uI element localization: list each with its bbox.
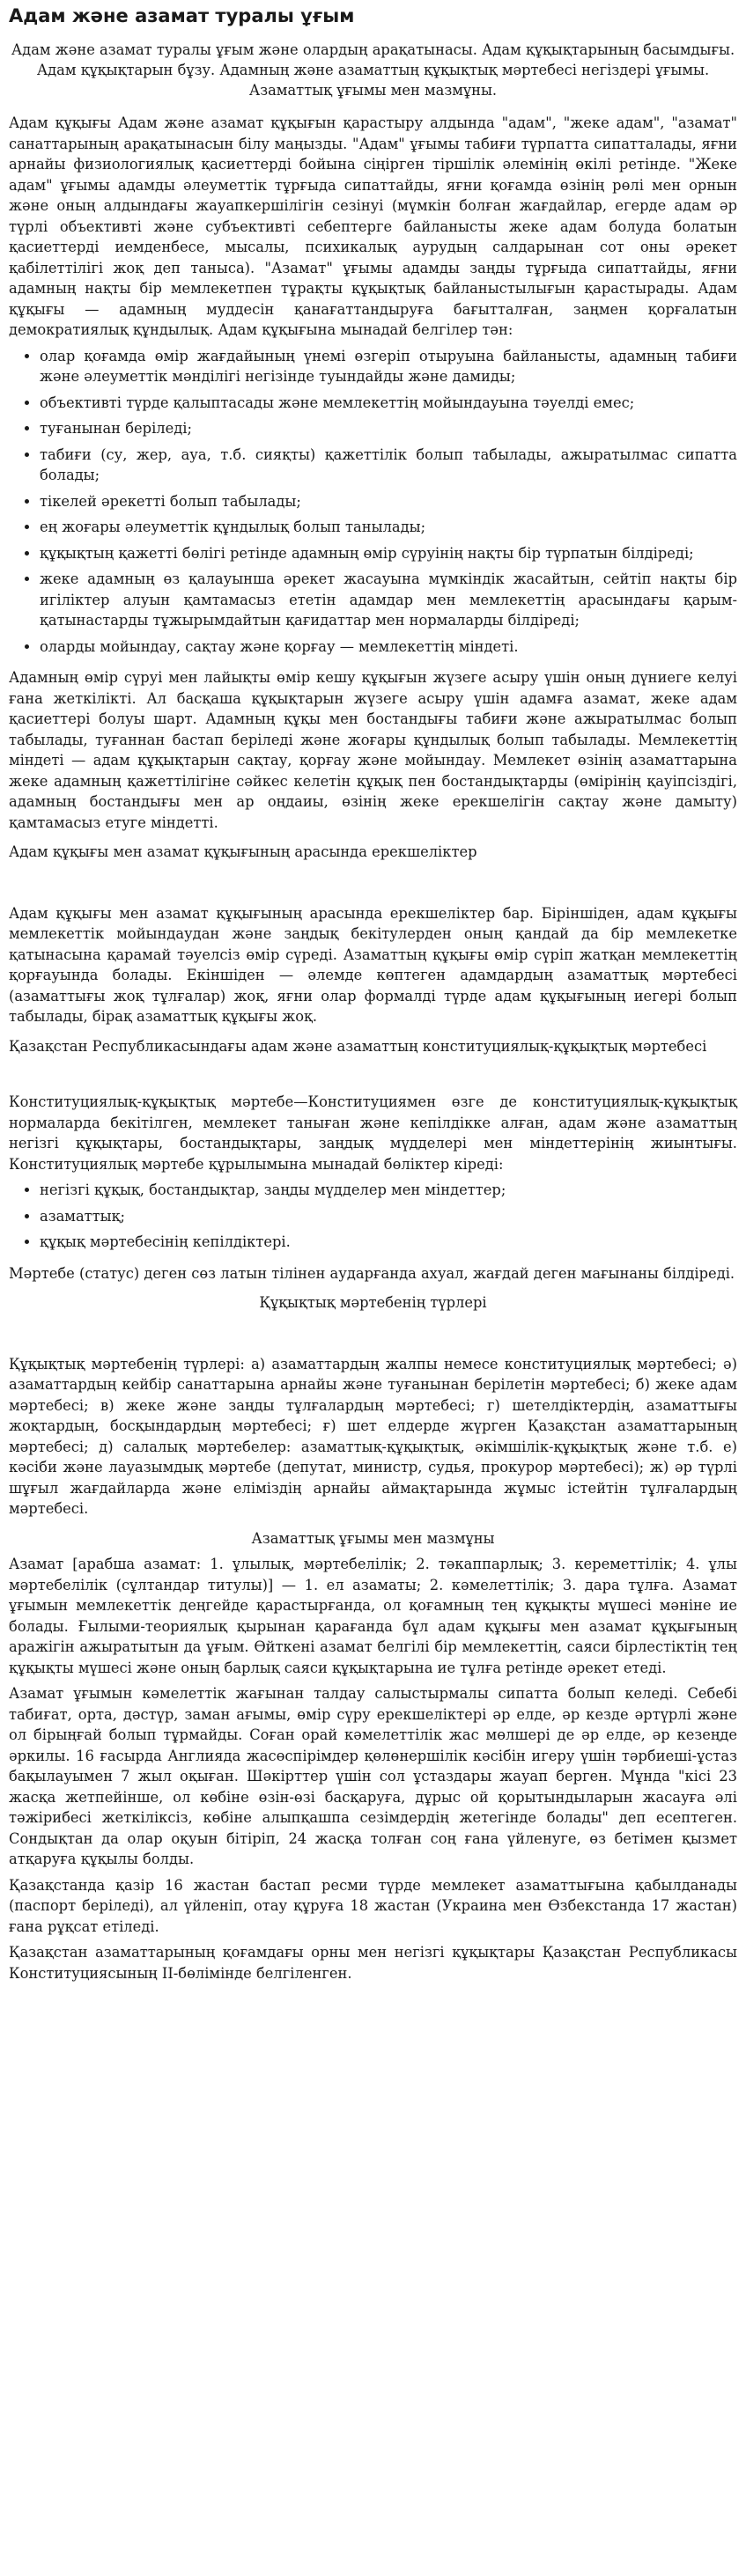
paragraph-status-meaning: Мәртебе (статус) деген сөз латын тілінен аударғанда ахуал, жағдай деген мағынаны білдіреді. [9, 1264, 735, 1282]
section-heading-differences: Адам құқығы мен азамат құқығының арасында ерекшеліктер [9, 843, 477, 861]
list-item: • туғанынан беріледі; [40, 418, 737, 439]
list-item: • объективті түрде қалыптасады және мемлекеттің мойындауына тәуелді емес; [40, 393, 737, 414]
paragraph-human-rights-intro: Адам құқығы Адам және азамат құқығын қарастыру алдында "адам", "жеке адам", "азамат" санаттарының арақатынасын білу маңызды. "Адам" ұғымы табиғи түрпатта сипатталады, яғни арнайы физиологиялық қасиеттерді бойына сіңірген тіршілік әлемінің өкілі ретінде. "Жеке адам" ұғымы адамды әлеуметтік тұрғыда сипаттайды, яғни қоғамда өзінің рөлі мен орнын және оның алдындағы жауапкершілігін сезінуі (мүмкін болған жағдайлар, егерде адам әр түрлі объективті және субъективті себептерге байланысты жеке адам болуда болатын қасиеттерді иемденбесе, мысалы, психикалық аурудың салдарынан сот оны әрекет қабілеттілігі жоқ деп таныса). "Азамат" ұғымы адамды заңды тұрғыда сипаттайды, яғни адамның нақты бір мемлекетпен тұрақты құқықтық байланыстылығын қарастырады. Адам құқығы — адамның муддесін қанағаттандыруға бағытталған, заңмен қорғалатын демократиялық құндылық. Адам құқығына мынадай белгілер тән: [9, 114, 737, 339]
list-item: • олар қоғамда өмір жағдайының үнемі өзгеріп отыруына байланысты, адамның табиғи және әлеуметтік мәнділігі негізінде туындайды және дамиды; [40, 346, 737, 387]
section-heading-status-types: Құқықтық мәртебенің түрлері [259, 1294, 487, 1312]
paragraph-status-types: Құқықтық мәртебенің түрлері: а) азаматтардың жалпы немесе конституциялық мәртебесі; ә) азаматтардың кейбір санаттарына арнайы және туғанынан берілетін мәртебесі; б) жеке адам мәртебесі; в) жеке және заңды тұлғалардың мәртебесі; г) шетелдіктердің, азаматтығы жоқтардың, босқындардың мәртебесі; ғ) шет елдерде жүрген Қазақстан азаматтарының мәртебесі; д) салалық мәртебелер: азаматтық-құқықтық, әкімшілік-құқықтық және т.б. е) кәсіби және лауазымдық мәртебе (депутат, министр, судья, прокурор мәртебесі); ж) әр түрлі шұғыл жағдайларда және еліміздің арнайы аймақтарында жұмыс істейтін тұлғалардың мәртебесі. [9, 1355, 737, 1518]
list-item: • құқық мәртебесінің кепілдіктері. [40, 1232, 737, 1253]
paragraph-differences: Адам құқығы мен азамат құқығының арасында ерекшеліктер бар. Біріншіден, адам құқығы мемлекеттік мойындаудан және заңдық бекітулерден оның қандай да бір мемлекетке қатынасына қарамай тәуелсіз өмір сүреді. Азаматтың құқығы өмір сүріп жатқан мемлекеттің қорғауында болады. Екіншіден — әлемде көптеген адамдардың азаматтық мәртебесі (азаматтығы жоқ тұлғалар) жоқ, яғни олар формалді түрде адам құқығының иегері болып табылады, бірақ азаматтық құқығы жоқ. [9, 904, 737, 1026]
paragraph-maturity: Азамат ұғымын кәмелеттік жағынан талдау салыстырмалы сипатта болып келеді. Себебі табиғат, орта, дәстүр, заман ағымы, өмір сүру ерекшеліктері әр елде, әр кезде әртүрлі және ол бірыңғай болып тұрмайды. Соған орай кәмелеттілік жас мөлшері де әр елде, әр кезеңде әркилы. 16 ғасырда Англияда жасөспірімдер қөлөнершілік кәсібін игеру үшін тәрбиеші-ұстаз бақылауымен 7 жыл оқыған. Шәкірттер үшін сол ұстаздары жауап берген. Мұнда "кісі 23 жасқа жетпейінше, ол көбіне өзін-өзі басқаруға, дұрыс ой қорытындыларын жасауға әлі тәжірибесі жеткіліксіз, көбіне алыпқашпа сезімдердің жетегінде болады" деп есептеген. Сондықтан да олар оқуын бітіріп, 24 жасқа толған соң ғана үйленуге, өз бетімен қызмет атқаруға құқылы болды. [9, 1685, 737, 1868]
human-rights-features-list [9, 346, 737, 658]
document-subtitle: Адам және азамат туралы ұғым және олардың арақатынасы. Адам құқықтарының басымдығы. Адам құқықтарын бұзу. Адамның және азаматтың құқықтық мәртебесі негіздері ұғымы. Азаматтық ұғымы мен мазмұны. [11, 41, 735, 99]
list-item: • ең жоғары әлеуметтік құндылық болып танылады; [40, 517, 737, 538]
section-heading-citizenship: Азаматтық ұғымы мен мазмұны [251, 1529, 495, 1547]
list-item: • негізгі құқық, бостандықтар, заңды мүдделер мен міндеттер; [40, 1180, 737, 1201]
paragraph-citizen-definition: Азамат [арабша азамат: 1. ұлылық, мәртебелілік; 2. тәкаппарлық; 3. кереметтілік; 4. ұлы мәртебелілік (сұлтандар титулы)] — 1. ел азаматы; 2. кәмелеттілік; 3. дара тұлға. Азамат ұғымын мемлекеттік деңгейде қарастырғанда, ол қоғамның тең құқықты мүшесі мәніне ие болады. Ғылыми-теориялық қырынан қарағанда бұл адам құқығы мен азамат құқығының аражігін ажыратытын да ұғым. Өйткені азамат белгілі бір мемлекеттің, саяси бірлестіктің тең құқықты мүшесі және оның барлық саяси құқықтарына ие тұлға ретінде әрекет етеді. [9, 1556, 737, 1676]
list-item: • тікелей әрекетті болып табылады; [40, 491, 737, 512]
list-item: • табиғи (су, жер, ауа, т.б. сияқты) қажеттілік болып табылады, ажыратылмас сипатта болады; [40, 445, 737, 486]
paragraph-constitutional-status: Конституциялық-құқықтық мәртебе—Конституциямен өзге де конституциялық-құқықтық нормаларда бекітілген, мемлекет таныған және кепілдікке алған, адам және азаматтың негізгі құқықтары, бостандықтары, заңдық мүдделері мен міндеттерінің жиынтығы. Конституциялық мәртебе құрылымына мынадай бөліктер кіреді: [9, 1093, 737, 1173]
page-title: Адам және азамат туралы ұғым [9, 5, 355, 26]
paragraph-life-rights: Адамның өмір сүруі мен лайықты өмір кешу құқығын жүзеге асыру үшін оның дүниеге келуі ғана жеткілікті. Ал басқаша құқықтарын жүзеге асыру үшін адамға азамат, жеке адам қасиеттері болуы шарт. Адамның құқы мен бостандығы табиғи және ажыратылмас болып табылады, туғаннан бастап беріледі және жоғары құндылық болып табылады. Мемлекеттің міндеті — адам құқықтарын сақтау, қорғау және мойындау. Мемлекет өзінің азаматтарына жеке адамның қажеттілігіне сәйкес келетін құқық пен бостандықтарды (өмірінің қауіпсіздігі, адамның бостандығы мен ар оңдаиы, өзінің жеке ерекшелігін сақтау және дамыту) қамтамасыз етуге міндетті. [9, 669, 737, 831]
paragraph-kazakhstan-age: Қазақстанда қазір 16 жастан бастап ресми түрде мемлекет азаматтығына қабылданады (паспорт беріледі), ал үйленіп, отау құруға 18 жастан (Украина мен Өзбекстанда 17 жастан) ғана рұқсат етіледі. [9, 1876, 737, 1935]
list-item: • жеке адамның өз қалауынша әрекет жасауына мүмкіндік жасайтын, сейтіп нақты бір игіліктер алуын қамтамасыз ететін адамдар мен мемлекеттің арасындағы қарым-қатынастарды тұжырымдайтын қағидаттар мен нормаларды білдіреді; [40, 569, 737, 631]
section-heading-constitutional-status: Қазақстан Республикасындағы адам және азаматтың конституциялық-құқықтық мәртебесі [9, 1037, 707, 1055]
list-item: • оларды мойындау, сақтау және қорғау — мемлекеттің міндеті. [40, 637, 737, 658]
paragraph-constitution-reference: Қазақстан азаматтарының қоғамдағы орны мен негізгі құқықтары Қазақстан Республикасы Конституциясының ІІ-бөлімінде белгіленген. [9, 1944, 737, 1982]
status-structure-list [9, 1180, 737, 1253]
list-item: • азаматтық; [40, 1206, 737, 1227]
list-item: • құқықтың қажетті бөлігі ретінде адамның өмір сүруінің нақты бір түрпатын білдіреді; [40, 543, 737, 564]
